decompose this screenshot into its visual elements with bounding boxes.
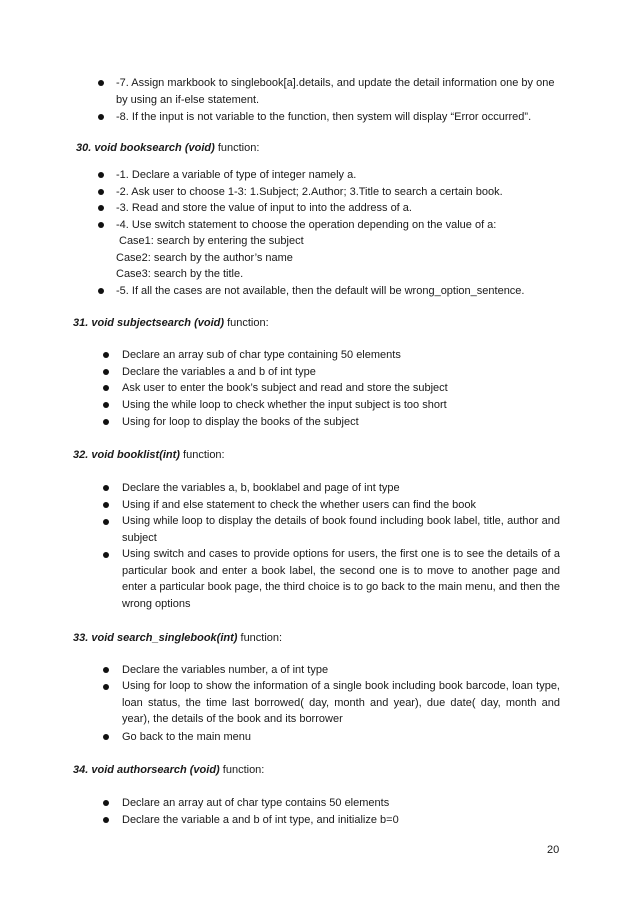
section-heading-34: 34. void authorsearch (void) function:: [73, 764, 265, 776]
bullet-icon: [103, 817, 109, 823]
bullet-icon: [98, 288, 104, 294]
section-heading-32: 32. void booklist(int) function:: [73, 449, 225, 461]
list-item: -4. Use switch statement to choose the operation depending on the value of a:: [116, 219, 497, 231]
bullet-icon: [103, 385, 109, 391]
bullet-icon: [103, 684, 109, 690]
list-item: -8. If the input is not variable to the function, then system will display “Error occurred”.: [116, 111, 532, 123]
list-item: Declare an array sub of char type containing 50 elements: [122, 349, 401, 361]
bullet-icon: [98, 172, 104, 178]
bullet-icon: [103, 734, 109, 740]
bullet-icon: [103, 800, 109, 806]
list-item: Using the while loop to check whether the input subject is too short: [122, 399, 447, 411]
list-item: Declare the variables a, b, booklabel and page of int type: [122, 482, 400, 494]
bullet-icon: [103, 502, 109, 508]
section-heading-31: 31. void subjectsearch (void) function:: [73, 317, 269, 329]
list-item: Declare an array aut of char type contains 50 elements: [122, 797, 390, 809]
bullet-icon: [103, 519, 109, 525]
bullet-icon: [98, 80, 104, 86]
list-item: Go back to the main menu: [122, 731, 252, 743]
bullet-icon: [103, 352, 109, 358]
list-item: Declare the variable a and b of int type, and initialize b=0: [122, 814, 399, 826]
bullet-icon: [103, 419, 109, 425]
bullet-icon: [103, 667, 109, 673]
list-item: -1. Declare a variable of type of integer namely a.: [116, 169, 357, 181]
list-item: -2. Ask user to choose 1-3: 1.Subject; 2.Author; 3.Title to search a certain book.: [116, 186, 503, 198]
list-item: Declare the variables number, a of int type: [122, 664, 329, 676]
bullet-icon: [103, 485, 109, 491]
list-item: -5. If all the cases are not available, then the default will be wrong_option_sentence.: [116, 285, 525, 297]
list-item: Using for loop to show the information of a single book including book barcode, loan type, loan status, the time last borrowed( day, month and year), due date( day, month and year), the details of the book and its borrower: [122, 680, 560, 726]
list-item: Using while loop to display the details of book found including book label, title, author and subject: [122, 515, 560, 544]
list-item: -7. Assign markbook to singlebook[a].details, and update the detail information one by one: [116, 77, 555, 89]
bullet-icon: [103, 552, 109, 558]
section-heading-30: 30. void booksearch (void) function:: [76, 142, 260, 154]
page-number: 20: [547, 844, 560, 856]
bullet-icon: [98, 189, 104, 195]
section-heading-33: 33. void search_singlebook(int) function:: [73, 632, 283, 644]
bullet-icon: [98, 114, 104, 120]
case-line: Case1: search by entering the subject: [119, 235, 304, 247]
bullet-icon: [103, 369, 109, 375]
bullet-icon: [98, 205, 104, 211]
list-item: Using for loop to display the books of the subject: [122, 416, 359, 428]
bullet-icon: [103, 402, 109, 408]
list-item: Using switch and cases to provide options for users, the first one is to see the details of a particular book and enter a book label, the second one is to move to another page and enter a particular book page, the third choice is to go back to the main menu, and then the wrong options: [122, 548, 560, 611]
list-item: Declare the variables a and b of int type: [122, 366, 316, 378]
list-item: Ask user to enter the book’s subject and read and store the subject: [122, 382, 448, 394]
list-item: -3. Read and store the value of input to into the address of a.: [116, 202, 412, 214]
list-item: Using if and else statement to check the whether users can find the book: [122, 499, 477, 511]
list-item-continuation: by using an if-else statement.: [116, 94, 260, 106]
bullet-icon: [98, 222, 104, 228]
case-line: Case3: search by the title.: [116, 268, 244, 280]
case-line: Case2: search by the author’s name: [116, 252, 293, 264]
